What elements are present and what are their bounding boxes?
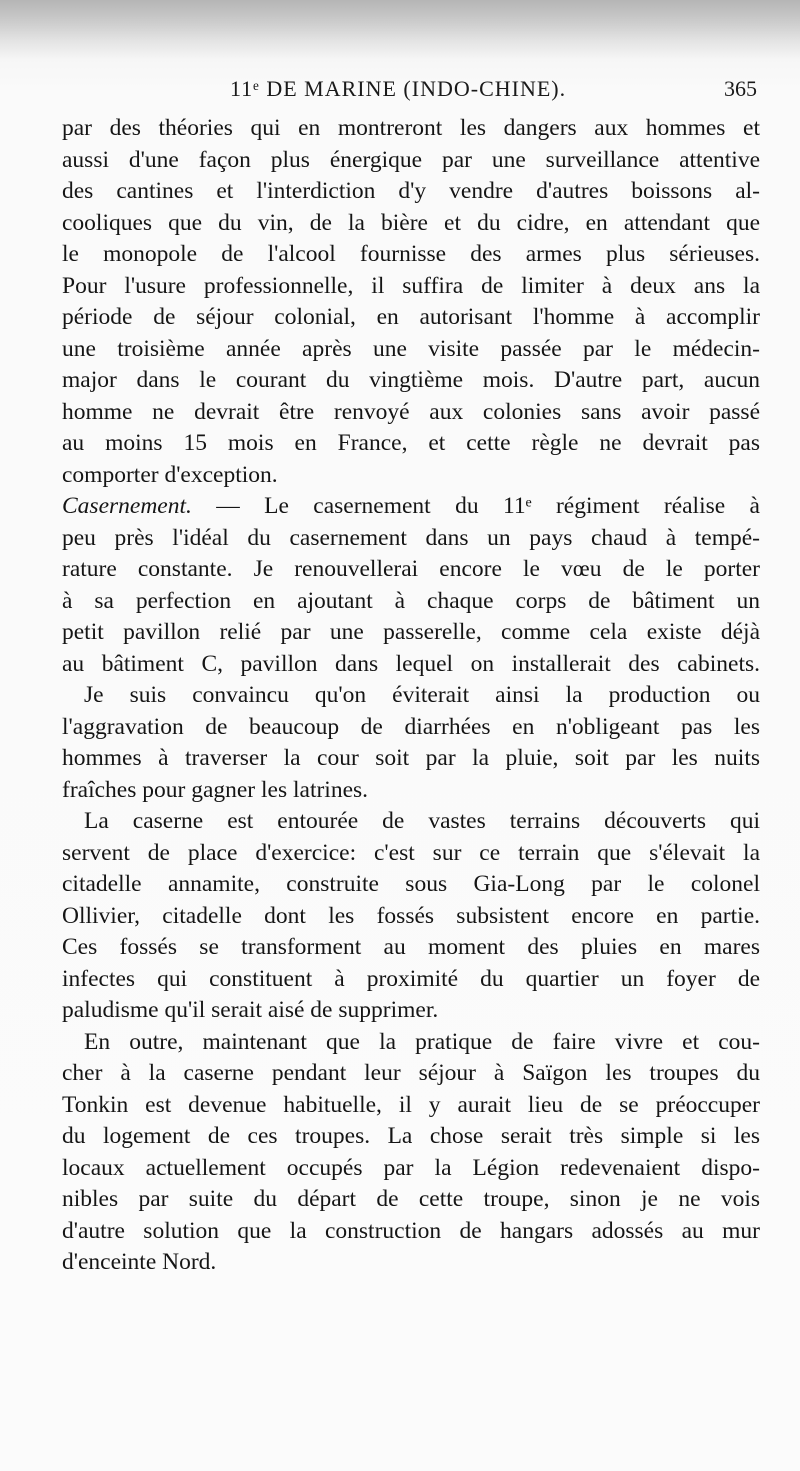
text-line: cher à la caserne pendant leur séjour à Saïgon les troupes du [62, 1060, 760, 1086]
text-line: Pour l'usure professionnelle, il suffira de limiter à deux ans la [62, 272, 760, 299]
text-line: Je suis convaincu qu'on éviterait ainsi la production ou [84, 682, 760, 708]
scan-shadow [0, 0, 800, 60]
page-number: 365 [724, 76, 757, 101]
text-line: hommes à traverser la cour soit par la pluie, soit par les nuits [62, 745, 760, 771]
body-text [62, 113, 760, 1279]
text-line: aussi d'une façon plus énergique par une surveillance attentive [62, 146, 760, 173]
text-line: nibles par suite du départ de cette troupe, sinon je ne vois [62, 1186, 760, 1212]
text-line: citadelle annamite, construite sous Gia-Long par le colonel [62, 871, 760, 897]
text-line: d'autre solution que la construction de hangars adossés au mur [62, 1217, 760, 1244]
text-line: En outre, maintenant que la pratique de faire vivre et cou- [84, 1028, 760, 1055]
text-line: des cantines et l'interdiction d'y vendre d'autres boissons al- [62, 178, 760, 204]
text-line: l'aggravation de beaucoup de diarrhées en n'obligeant pas les [62, 713, 760, 740]
text-line: Tonkin est devenue habituelle, il y aurait lieu de se préoccuper [62, 1091, 760, 1118]
text-line: au moins 15 mois en France, et cette règle ne devrait pas [62, 430, 760, 456]
text-line: major dans le courant du vingtième mois. D'autre part, aucun [62, 367, 760, 393]
text-line: cooliques que du vin, de la bière et du cidre, en attendant que [62, 209, 760, 236]
text-line: infectes qui constituent à proximité du quartier un foyer de [62, 965, 760, 992]
text-line: homme ne devrait être renvoyé aux colonies sans avoir passé [62, 398, 760, 425]
running-title: 11ᵉ DE MARINE (INDO-CHINE). [230, 76, 567, 101]
text-line: petit pavillon relié par une passerelle, comme cela existe déjà [62, 619, 760, 645]
text-line: du logement de ces troupes. La chose serait très simple si les [62, 1123, 760, 1149]
text-line: le monopole de l'alcool fournisse des armes plus sérieuses. [62, 241, 760, 267]
text-line: période de séjour colonial, en autorisant l'homme à accomplir [62, 304, 760, 330]
section-lead-line [62, 491, 760, 523]
section-lead-text: — Le casernement du 11ᵉ régiment réalise à [191, 493, 760, 519]
text-line: Ollivier, citadelle dont les fossés subsistent encore en partie. [62, 902, 760, 929]
text-line: par des théories qui en montreront les dangers aux hommes et [62, 115, 760, 141]
text-line: rature constante. Je renouvellerai encore le vœu de le porter [62, 556, 760, 582]
text-line: d'enceinte Nord. [62, 1249, 217, 1275]
text-line: La caserne est entourée de vastes terrains découverts qui [84, 808, 760, 834]
text-line: servent de place d'exercice: c'est sur ce terrain que s'élevait la [62, 839, 760, 866]
text-line: fraîches pour gagner les latrines. [62, 776, 369, 803]
text-line: paludisme qu'il serait aisé de supprimer. [62, 997, 439, 1023]
text-line: une troisième année après une visite passée par le médecin- [62, 335, 760, 362]
text-line: locaux actuellement occupés par la Légion redevenaient dispo- [62, 1154, 760, 1181]
section-heading-casernement: Casernement. [62, 493, 192, 519]
text-line: comporter d'exception. [62, 461, 278, 488]
text-line: Ces fossés se transforment au moment des pluies en mares [62, 934, 760, 960]
text-line: peu près l'idéal du casernement dans un pays chaud à tempé- [62, 524, 760, 551]
text-line: au bâtiment C, pavillon dans lequel on installerait des cabinets. [62, 650, 760, 677]
text-line: à sa perfection en ajoutant à chaque corps de bâtiment un [62, 587, 760, 614]
